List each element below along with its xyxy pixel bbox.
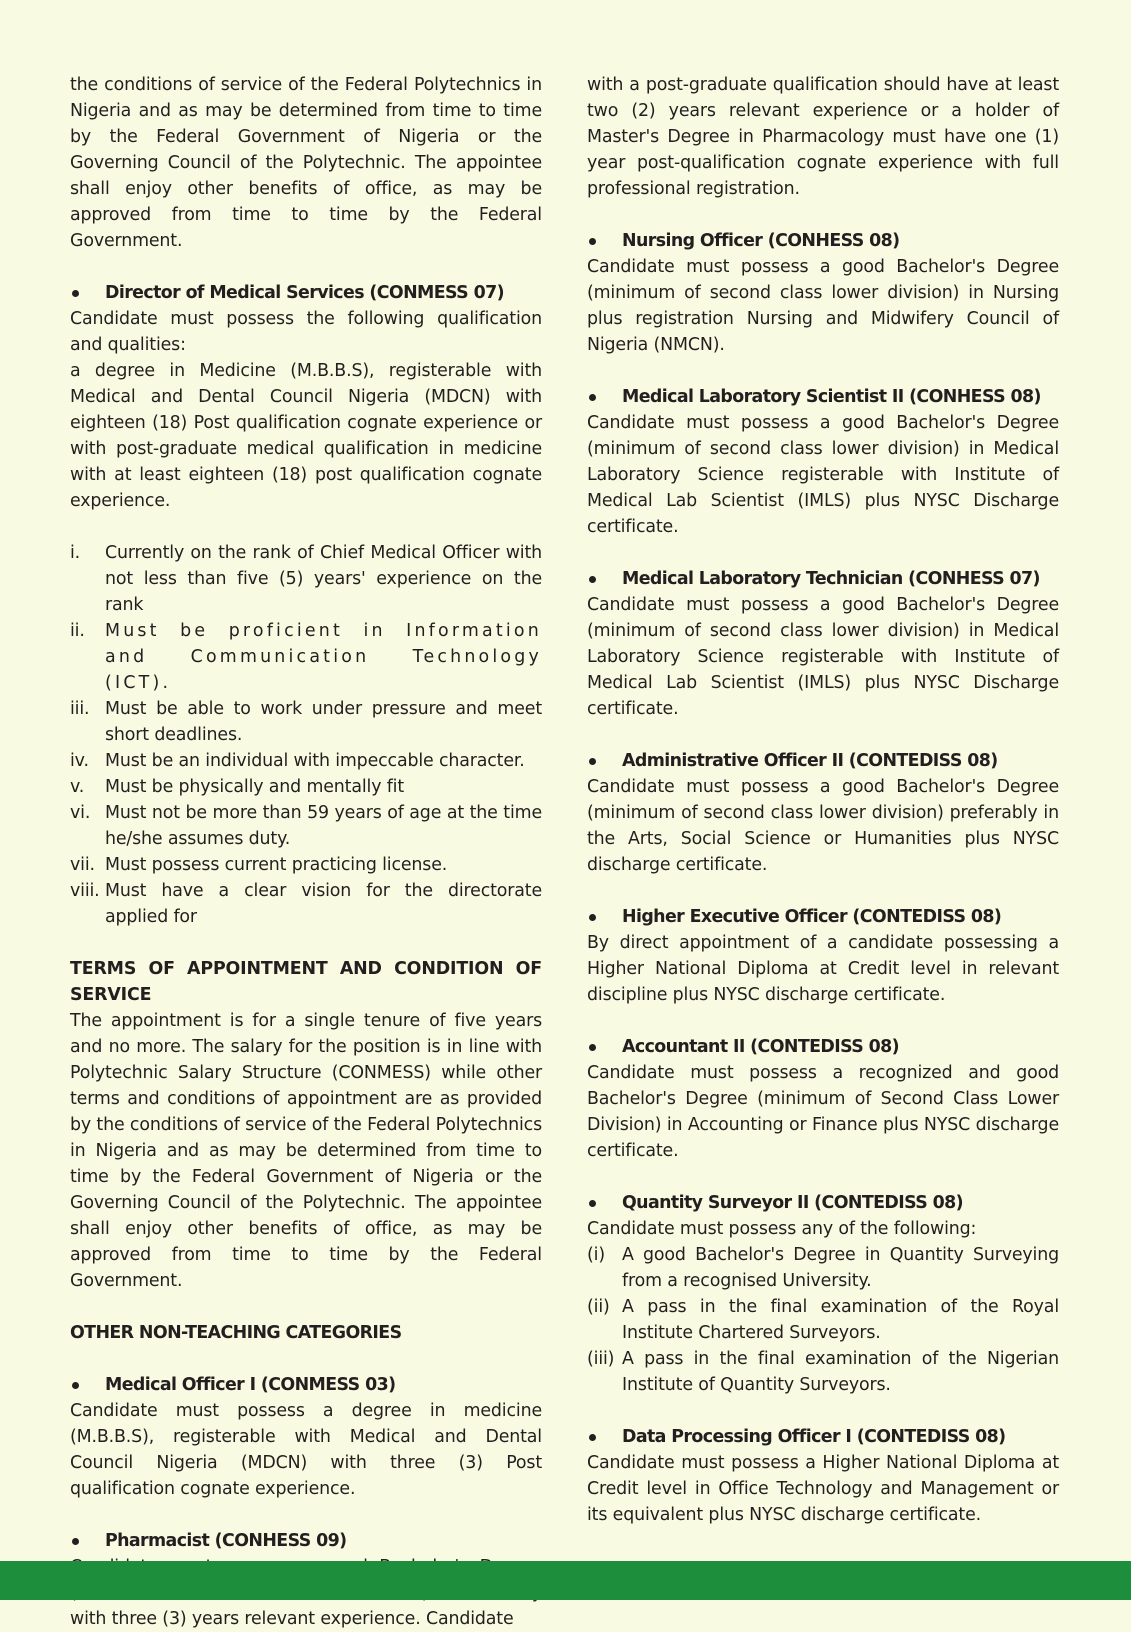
bullet-icon: [589, 394, 596, 401]
accountant-body: Candidate must possess a recognized and good Bachelor's Degree (minimum of Second Class Lower Division) in Accounting or Finance plus NYSC discharge certificate.: [587, 1063, 1059, 1161]
qs-options-list: [587, 1242, 1059, 1398]
bullet-icon: [589, 1044, 596, 1051]
terms-body: The appointment is for a single tenure of five years and no more. The salary for the position is in line with Polytechnic Salary Structure (CONMESS) while other terms and conditions of appointment are as provided by the conditions of service of the Federal Polytechnics in Nigeria and as may be determined from time to time by the Federal Government of Nigeria or the Governing Council of the Polytechnic. The appointee shall enjoy other benefits of office, as may be approved from time to time by the Federal Government.: [70, 1011, 542, 1291]
bullet-icon: [589, 238, 596, 245]
director-paragraph-1: Candidate must possess the following qualification and qualities:: [70, 309, 542, 355]
left-column: [70, 72, 542, 1632]
list-item: vi. Must not be more than 59 years of age at the time he/she assumes duty.: [70, 803, 542, 849]
list-item: (iii) A pass in the final examination of the Nigerian Institute of Quantity Surveyors.: [587, 1349, 1059, 1395]
mlt-body: Candidate must possess a good Bachelor's Degree (minimum of second class lower division) in Medical Laboratory Science registerable with Institute of Medical Lab Scientist (IMLS) plus NYSC Discharge certificate.: [587, 595, 1059, 719]
mlt-heading: Medical Laboratory Technician (CONHESS 07): [587, 566, 1059, 592]
director-heading: [70, 280, 542, 306]
pharmacist-body: with three (3) years relevant experience. Candidate: [70, 1609, 514, 1629]
admin-heading: Administrative Officer II (CONTEDISS 08): [587, 748, 1059, 774]
mls-heading: Medical Laboratory Scientist II (CONHESS 08): [587, 384, 1059, 410]
medical-officer-body: Candidate must possess a degree in medicine (M.B.B.S), registerable with Medical and Dental Council Nigeria (MDCN) with three (3) Post qualification cognate experience.: [70, 1401, 542, 1499]
pharmacist-continued: with a post-graduate qualification should have at least two (2) years relevant experience or a holder of Master's Degree in Pharmacology must have one (1) year post-qualification cognate experience with full professional registration.: [587, 75, 1059, 199]
heo-body: By direct appointment of a candidate possessing a Higher National Diploma at Credit level in relevant discipline plus NYSC discharge certificate.: [587, 933, 1059, 1005]
list-item: (i) A good Bachelor's Degree in Quantity Surveying from a recognised University.: [587, 1245, 1059, 1291]
director-title: Director of Medical Services (CONMESS 07): [105, 283, 504, 303]
footer-bar: [0, 1561, 1131, 1600]
director-requirements-list: [70, 540, 542, 930]
qs-body: Candidate must possess any of the following:: [587, 1219, 977, 1239]
list-item: vii. Must possess current practicing license.: [70, 855, 448, 875]
qs-heading: Quantity Surveyor II (CONTEDISS 08): [587, 1190, 1059, 1216]
bullet-icon: [72, 290, 79, 297]
right-column: [587, 72, 1059, 1528]
dpo-body: Candidate must possess a Higher National Diploma at Credit level in Office Technology and Management or its equivalent plus NYSC discharge certificate.: [587, 1453, 1059, 1525]
mls-body: Candidate must possess a good Bachelor's Degree (minimum of second class lower division) in Medical Laboratory Science registerable with Institute of Medical Lab Scientist (IMLS) plus NYSC Discharge certificate.: [587, 413, 1059, 537]
bullet-icon: [589, 758, 596, 765]
director-paragraph-2: a degree in Medicine (M.B.B.S), registerable with Medical and Dental Council Nigeria (MDCN) with eighteen (18) Post qualification cognate experience or with post-graduate medical qualification in medicine with at least eighteen (18) post qualification cognate experience.: [70, 361, 542, 511]
list-item: (ii) A pass in the final examination of the Royal Institute Chartered Surveyors.: [587, 1297, 1059, 1343]
dpo-heading: Data Processing Officer I (CONTEDISS 08): [587, 1424, 1059, 1450]
bullet-icon: [589, 914, 596, 921]
list-item: iv. Must be an individual with impeccable character.: [70, 751, 525, 771]
bullet-icon: [72, 1382, 79, 1389]
pharmacist-heading: Pharmacist (CONHESS 09): [70, 1528, 542, 1554]
list-item: i. Currently on the rank of Chief Medical Officer with not less than five (5) years' experience on the rank: [70, 543, 542, 615]
other-categories-heading: OTHER NON-TEACHING CATEGORIES: [70, 1323, 402, 1343]
bullet-icon: [589, 1200, 596, 1207]
list-item: iii. Must be able to work under pressure and meet short deadlines.: [70, 699, 542, 745]
medical-officer-heading: Medical Officer I (CONMESS 03): [70, 1372, 542, 1398]
heo-heading: Higher Executive Officer (CONTEDISS 08): [587, 904, 1059, 930]
nursing-heading: Nursing Officer (CONHESS 08): [587, 228, 1059, 254]
list-item: viii. Must have a clear vision for the directorate applied for: [70, 881, 542, 927]
admin-body: Candidate must possess a good Bachelor's Degree (minimum of second class lower division) preferably in the Arts, Social Science or Humanities plus NYSC discharge certificate.: [587, 777, 1059, 875]
nursing-body: Candidate must possess a good Bachelor's Degree (minimum of second class lower division) in Nursing plus registration Nursing and Midwifery Council of Nigeria (NMCN).: [587, 257, 1059, 355]
bullet-icon: [72, 1538, 79, 1545]
list-item: ii. Must be proficient in Information and Communication Technology (ICT).: [70, 621, 542, 693]
bullet-icon: [589, 576, 596, 583]
accountant-heading: Accountant II (CONTEDISS 08): [587, 1034, 1059, 1060]
list-item: v. Must be physically and mentally fit: [70, 777, 405, 797]
terms-heading: TERMS OF APPOINTMENT AND CONDITION OF SERVICE: [70, 959, 542, 1005]
bullet-icon: [589, 1434, 596, 1441]
intro-paragraph: the conditions of service of the Federal Polytechnics in Nigeria and as may be determined from time to time by the Federal Government of Nigeria or the Governing Council of the Polytechnic. The appointee shall enjoy other benefits of office, as may be approved from time to time by the Federal Government.: [70, 75, 542, 251]
